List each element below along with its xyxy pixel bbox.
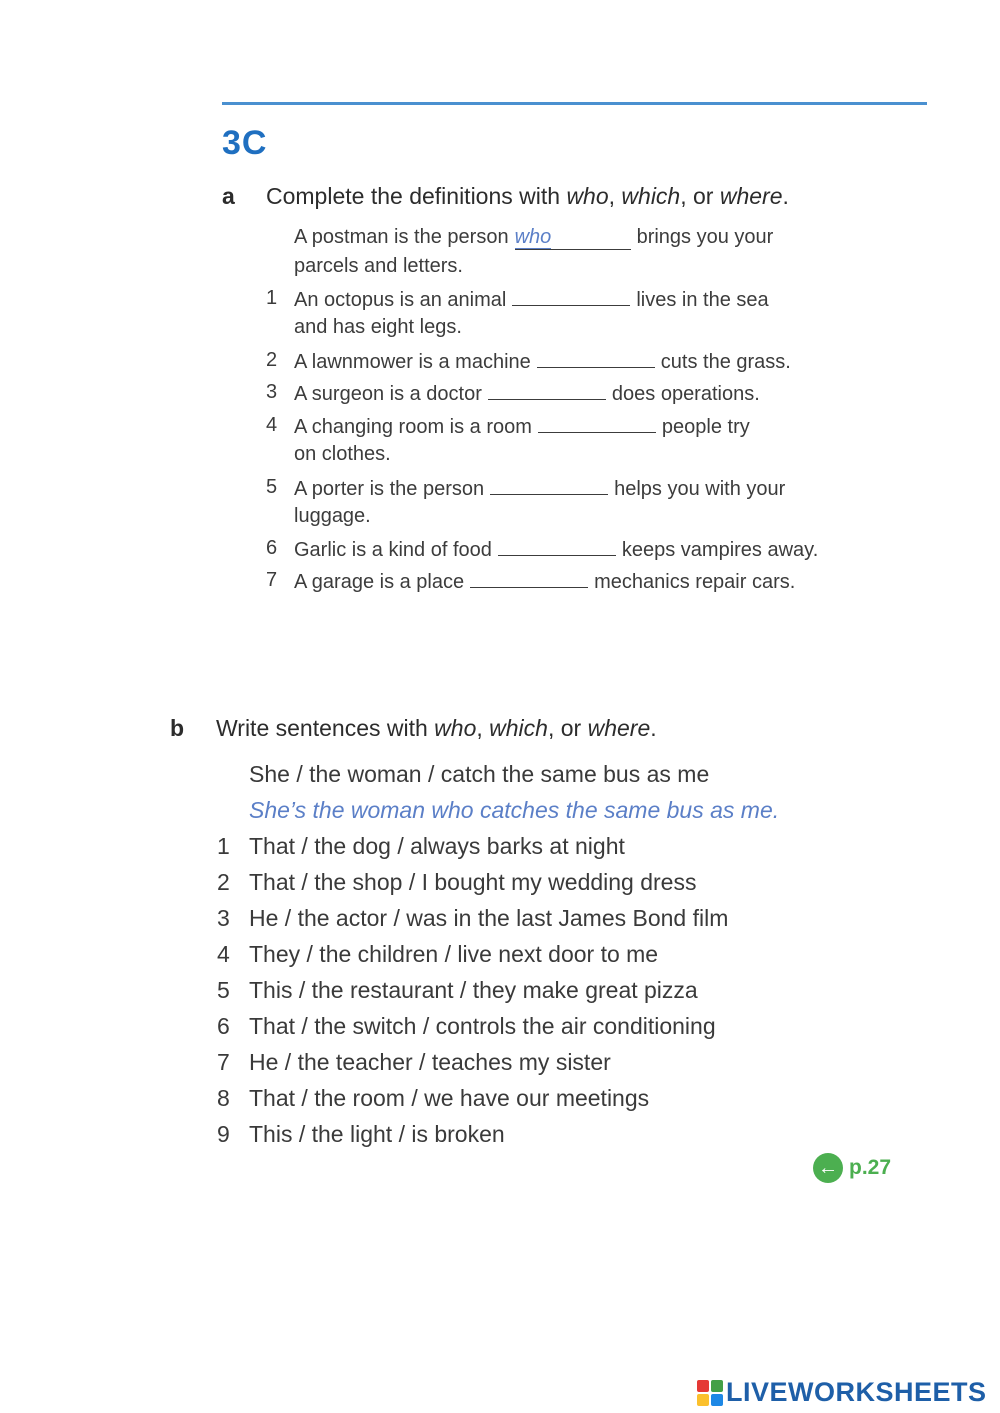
item-number: 3 <box>266 381 278 403</box>
item-number: 4 <box>266 414 278 436</box>
item-number: 1 <box>266 287 278 309</box>
definition-before: A surgeon is a doctor <box>294 383 482 405</box>
definition-before: A garage is a place <box>294 571 465 593</box>
answer-blank[interactable] <box>470 569 588 588</box>
item-number: 5 <box>266 476 278 498</box>
item-number: 2 <box>217 869 230 895</box>
definition-after: does operations. <box>611 383 760 405</box>
section-a-heading: a Complete the definitions with who, which, or where. <box>222 183 789 209</box>
definition-after: keeps vampires away. <box>621 539 819 561</box>
item-number: 6 <box>266 537 278 559</box>
section-a-example-line2: parcels and letters. <box>294 255 463 277</box>
definition-continuation: on clothes. <box>294 443 391 465</box>
item-number: 5 <box>217 977 230 1003</box>
definition-before: Garlic is a kind of food <box>294 539 492 561</box>
liveworksheets-logo-icon <box>697 1380 723 1406</box>
item-number: 1 <box>217 833 230 859</box>
definition-continuation: and has eight legs. <box>294 316 462 338</box>
sentence-prompt: This / the light / is broken <box>249 1121 505 1147</box>
item-number: 4 <box>217 941 230 967</box>
sentence-prompt: He / the actor / was in the last James Bond film <box>249 905 729 931</box>
definition-before: A porter is the person <box>294 478 485 500</box>
sentence-prompt: That / the switch / controls the air conditioning <box>249 1013 716 1039</box>
definition-item <box>294 381 760 406</box>
definition-continuation: luggage. <box>294 505 371 527</box>
page-reference-text: p.27 <box>849 1156 892 1179</box>
definition-before: A changing room is a room <box>294 416 532 438</box>
item-number: 7 <box>266 569 278 591</box>
back-arrow-icon: ← <box>813 1153 843 1183</box>
sentence-prompt: He / the teacher / teaches my sister <box>249 1049 611 1075</box>
definition-item <box>294 287 769 312</box>
item-number: 2 <box>266 349 278 371</box>
section-b-heading: b Write sentences with who, which, or where. <box>170 715 657 741</box>
definition-item <box>294 414 750 439</box>
definition-after: mechanics repair cars. <box>594 571 796 593</box>
section-b-letter: b <box>170 715 185 741</box>
sentence-prompt: They / the children / live next door to me <box>249 941 659 967</box>
answer-blank[interactable] <box>538 414 656 433</box>
liveworksheets-watermark <box>697 1377 987 1408</box>
page-reference[interactable] <box>813 1153 891 1183</box>
answer-blank[interactable] <box>512 287 630 306</box>
sentence-prompt: That / the dog / always barks at night <box>249 833 625 859</box>
item-number: 6 <box>217 1013 230 1039</box>
example-answer-blank: who <box>515 226 631 250</box>
sentence-prompt: This / the restaurant / they make great pizza <box>249 977 698 1003</box>
item-number: 7 <box>217 1049 230 1075</box>
definition-item <box>294 569 795 594</box>
answer-blank[interactable] <box>488 381 606 400</box>
definition-item <box>294 476 785 501</box>
item-number: 8 <box>217 1085 230 1111</box>
sentence-prompt: That / the shop / I bought my wedding dress <box>249 869 697 895</box>
item-number: 9 <box>217 1121 230 1147</box>
header-rule <box>222 102 927 105</box>
definition-before: A lawnmower is a machine <box>294 351 531 373</box>
definition-after: lives in the sea <box>636 289 769 311</box>
item-number: 3 <box>217 905 230 931</box>
definition-after: people try <box>661 416 750 438</box>
answer-blank[interactable] <box>490 476 608 495</box>
brand-name: LIVEWORKSHEETS <box>726 1377 987 1407</box>
section-b-example-answer: She’s the woman who catches the same bus as me. <box>249 797 780 823</box>
definition-after: cuts the grass. <box>660 351 791 373</box>
answer-blank[interactable] <box>498 537 616 556</box>
definition-item <box>294 349 791 374</box>
sentence-prompt: That / the room / we have our meetings <box>249 1085 650 1111</box>
answer-blank[interactable] <box>537 349 655 368</box>
definition-before: An octopus is an animal <box>294 289 507 311</box>
section-a-example: A postman is the person who brings you your <box>294 226 774 248</box>
unit-title: 3C <box>222 124 268 162</box>
definition-item <box>294 537 818 562</box>
section-a-letter: a <box>222 183 235 209</box>
definition-after: helps you with your <box>614 478 786 500</box>
section-b-example-prompt: She / the woman / catch the same bus as me <box>249 761 710 787</box>
